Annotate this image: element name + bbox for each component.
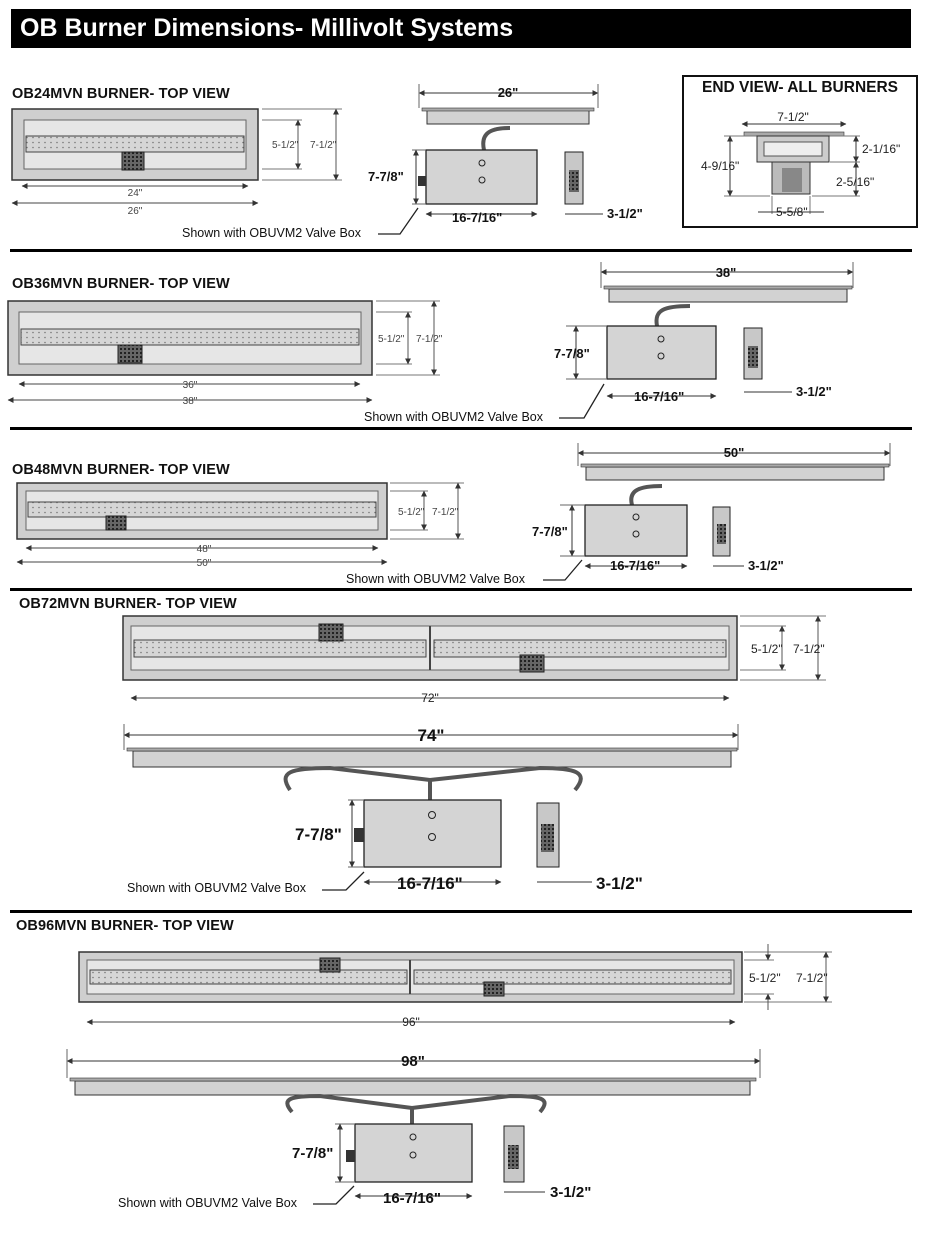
ob72-dim-5-1-2: 5-1/2" [751,642,783,656]
ob24-dim-26: 26" [127,206,143,217]
ob72-side-view [124,724,738,890]
ob72-dim-7-1-2: 7-1/2" [793,642,825,656]
ob36-title: OB36MVN BURNER- TOP VIEW [12,276,230,292]
ob36-dim-5-1-2: 5-1/2" [378,334,405,345]
end-dim-lower: 2-5/16" [836,175,875,189]
ob96-title: OB96MVN BURNER- TOP VIEW [16,918,234,934]
end-dim-upper: 2-1/16" [862,142,901,156]
ob36-dim-box-depth: 3-1/2" [796,384,832,399]
ob24-title: OB24MVN BURNER- TOP VIEW [12,86,230,102]
ob24-dim-5-1-2: 5-1/2" [272,140,299,151]
end-view-drawing [724,124,860,214]
ob72-dim-box-depth: 3-1/2" [596,874,643,893]
ob96-dim-7-1-2: 7-1/2" [796,971,828,985]
ob24-dim-box-depth: 3-1/2" [607,206,643,221]
ob48-title: OB48MVN BURNER- TOP VIEW [12,462,230,478]
ob48-dim-7-1-2: 7-1/2" [432,507,459,518]
end-view-title: END VIEW- ALL BURNERS [701,79,899,96]
ob72-dim-box-width: 16-7/16" [397,874,463,893]
ob72-dim-box-height: 7-7/8" [295,825,342,844]
ob96-note: Shown with OBUVM2 Valve Box [118,1196,298,1210]
ob72-note: Shown with OBUVM2 Valve Box [127,881,307,895]
ob24-top-view [12,109,342,203]
ob48-top-view [17,483,464,562]
ob48-dim-box-depth: 3-1/2" [748,558,784,573]
ob96-side-view [67,1049,760,1204]
ob48-dim-50: 50" [196,558,212,569]
end-dim-top-width: 7-1/2" [777,110,809,124]
ob48-dim-5-1-2: 5-1/2" [398,507,425,518]
ob24-dim-box-height: 7-7/8" [368,169,404,184]
ob48-dim-box-height: 7-7/8" [532,524,568,539]
end-dim-bottom-width: 5-5/8" [776,205,808,219]
page-title: OB Burner Dimensions- Millivolt Systems [11,9,911,48]
ob36-dim-38: 38" [182,396,198,407]
ob36-dim-36: 36" [182,380,198,391]
ob72-dim-72: 72" [421,691,439,705]
ob96-dim-box-height: 7-7/8" [292,1145,334,1162]
ob24-note: Shown with OBUVM2 Valve Box [182,226,362,240]
ob24-dim-box-width: 16-7/16" [452,210,503,225]
ob96-dim-box-width: 16-7/16" [383,1190,441,1207]
ob36-dim-length: 38" [715,265,737,280]
ob96-dim-length: 98" [401,1053,425,1070]
ob96-top-view [79,944,832,1022]
end-dim-height: 4-9/16" [701,159,740,173]
ob72-title: OB72MVN BURNER- TOP VIEW [19,596,237,612]
ob72-top-view [123,616,826,698]
ob36-dim-box-width: 16-7/16" [634,389,685,404]
ob36-note: Shown with OBUVM2 Valve Box [364,410,544,424]
ob96-dim-5-1-2: 5-1/2" [749,971,781,985]
ob48-side-view [543,443,890,580]
ob36-top-view [8,301,440,400]
ob48-dim-48: 48" [196,544,212,555]
ob24-dim-7-1-2: 7-1/2" [310,140,337,151]
ob48-dim-length: 50" [723,445,745,460]
ob36-dim-box-height: 7-7/8" [554,346,590,361]
ob96-dim-box-depth: 3-1/2" [550,1184,592,1201]
ob24-dim-length: 26" [497,85,519,100]
ob36-dim-7-1-2: 7-1/2" [416,334,443,345]
ob96-dim-96: 96" [402,1015,420,1029]
ob48-dim-box-width: 16-7/16" [610,558,661,573]
ob48-note: Shown with OBUVM2 Valve Box [346,572,526,586]
ob24-dim-24: 24" [127,188,143,199]
ob72-dim-length: 74" [417,726,445,745]
